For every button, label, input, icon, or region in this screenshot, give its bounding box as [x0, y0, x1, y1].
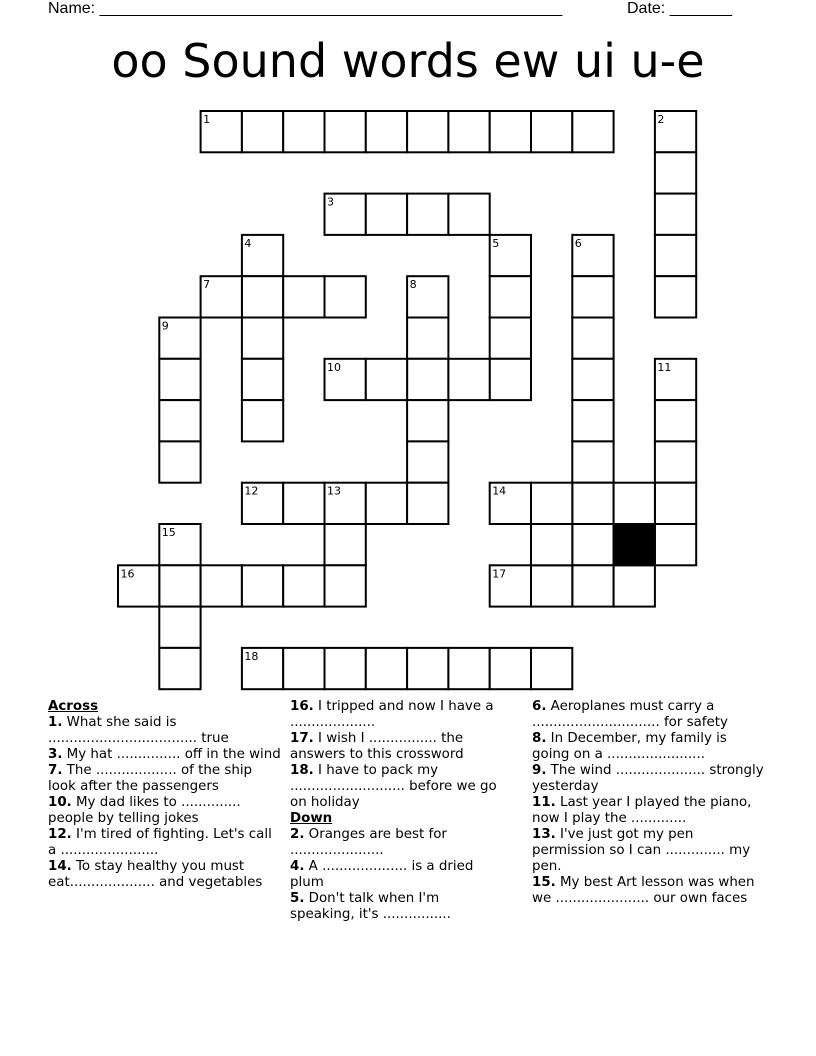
grid-cell[interactable] — [572, 359, 613, 400]
grid-cell[interactable] — [490, 648, 531, 689]
grid-cell[interactable] — [366, 483, 407, 524]
grid-cell[interactable] — [655, 194, 696, 235]
grid-cell[interactable] — [407, 441, 448, 482]
cell-number: 13 — [327, 484, 341, 498]
grid-cell[interactable] — [655, 483, 696, 524]
grid-cell[interactable] — [655, 152, 696, 193]
grid-cell[interactable] — [655, 400, 696, 441]
cell-number: 6 — [574, 236, 582, 250]
grid-cell[interactable] — [490, 276, 531, 317]
clue-text: The ................... of the ship look after the passengers — [48, 763, 253, 794]
clue-text: What she said is ................................... true — [48, 714, 229, 746]
grid-cell[interactable] — [159, 565, 200, 606]
grid-cell[interactable] — [572, 483, 613, 524]
clue-number: 5. — [290, 891, 305, 907]
across-clue — [48, 715, 284, 747]
clue-text: I have to pack my ........................... before we go on holiday — [290, 763, 497, 810]
down-clue — [532, 763, 768, 795]
clues-column-3 — [532, 699, 768, 907]
grid-cell[interactable] — [242, 318, 283, 359]
clue-number: 12. — [48, 827, 72, 843]
grid-cell[interactable] — [448, 194, 489, 235]
grid-cell[interactable] — [407, 359, 448, 400]
clue-number: 7. — [48, 763, 63, 779]
clue-text: Last year I played the piano, now I play the ............. — [532, 795, 752, 827]
grid-cell[interactable] — [407, 194, 448, 235]
clue-text: My hat ............... off in the wind — [66, 746, 281, 762]
grid-cell[interactable] — [572, 400, 613, 441]
grid-cell[interactable] — [366, 648, 407, 689]
grid-cell[interactable] — [490, 359, 531, 400]
cell-number: 14 — [492, 484, 507, 498]
grid-cell[interactable] — [201, 565, 242, 606]
grid-cell[interactable] — [159, 441, 200, 482]
cell-number: 10 — [327, 360, 341, 374]
clue-text: I've just got my pen permission so I can .............. my pen. — [532, 827, 751, 874]
grid-cell[interactable] — [407, 648, 448, 689]
grid-cell[interactable] — [448, 111, 489, 152]
cell-number: 2 — [657, 113, 665, 126]
cell-number: 12 — [244, 484, 259, 498]
grid-cell[interactable] — [283, 648, 324, 689]
clue-number: 2. — [290, 826, 305, 842]
grid-cell[interactable] — [325, 276, 366, 317]
down-clue — [290, 827, 508, 859]
grid-cell[interactable] — [325, 111, 366, 152]
name-field[interactable]: Name: ____________________________________________________ — [48, 0, 563, 17]
cell-number: 7 — [203, 278, 211, 292]
page-title: oo Sound words ew ui u-e — [111, 34, 705, 88]
down-clue — [532, 827, 768, 874]
down-clue — [532, 795, 768, 827]
clue-text: I tripped and now I have a .................... — [290, 699, 494, 730]
clue-text: I wish I ................ the answers to this crossword — [290, 731, 464, 762]
cell-number: 11 — [657, 360, 672, 374]
clue-text: The wind ..................... strongly yesterday — [532, 763, 764, 794]
grid-cell[interactable] — [407, 111, 448, 152]
grid-cell[interactable] — [366, 359, 407, 400]
clue-text: A .................... is a dried plum — [290, 858, 474, 890]
clue-text: My dad likes to .............. people by telling jokes — [48, 795, 241, 827]
clue-number: 18. — [290, 763, 314, 779]
clue-number: 3. — [48, 746, 63, 762]
grid-cell[interactable] — [242, 400, 283, 441]
grid-cell[interactable] — [655, 235, 696, 276]
down-clue — [532, 731, 768, 763]
clue-number: 8. — [532, 731, 547, 747]
grid-cell[interactable] — [655, 441, 696, 482]
clues-column-1 — [48, 699, 284, 892]
clue-number: 4. — [290, 858, 305, 874]
across-clue — [48, 859, 284, 891]
grid-cell[interactable] — [572, 441, 613, 482]
grid-cell[interactable] — [242, 359, 283, 400]
grid-cell[interactable] — [242, 565, 283, 606]
cell-number: 1 — [203, 113, 211, 126]
grid-cell[interactable] — [572, 524, 613, 565]
clue-number: 14. — [48, 859, 72, 875]
down-clue — [290, 891, 508, 923]
cell-number: 15 — [161, 526, 176, 539]
cell-number: 8 — [409, 278, 417, 292]
cell-number: 16 — [120, 567, 135, 581]
grid-cell[interactable] — [572, 111, 613, 152]
grid-cell[interactable] — [572, 276, 613, 317]
grid-cell[interactable] — [283, 483, 324, 524]
grid-cell[interactable] — [655, 524, 696, 565]
black-cell — [614, 524, 655, 565]
clue-number: 13. — [532, 827, 556, 843]
grid-cell[interactable] — [242, 276, 283, 317]
grid-cell[interactable] — [448, 359, 489, 400]
grid-cell[interactable] — [614, 483, 655, 524]
grid-cell[interactable] — [572, 318, 613, 359]
down-heading: Down — [290, 811, 333, 827]
date-field[interactable]: Date: _______ — [627, 0, 732, 17]
clue-number: 11. — [532, 795, 556, 811]
across-clue — [48, 795, 284, 827]
grid-cell[interactable] — [490, 318, 531, 359]
across-clue — [290, 699, 508, 731]
clue-text: Aeroplanes must carry a .............................. for safety — [532, 699, 728, 730]
down-clue — [532, 699, 768, 731]
clue-number: 1. — [48, 714, 63, 730]
grid-cell[interactable] — [407, 483, 448, 524]
grid-cell[interactable] — [159, 607, 200, 648]
grid-cell[interactable] — [448, 648, 489, 689]
grid-cell[interactable] — [531, 648, 572, 689]
cell-number: 9 — [161, 319, 169, 333]
grid-cell[interactable] — [325, 648, 366, 689]
clue-number: 15. — [532, 875, 556, 891]
grid-cell[interactable] — [407, 318, 448, 359]
grid-cell[interactable] — [159, 359, 200, 400]
clues-column-2 — [290, 699, 508, 923]
clue-text: My best Art lesson was when we ...................... our own faces — [532, 875, 755, 907]
across-clue — [290, 763, 508, 810]
grid-cell[interactable] — [325, 524, 366, 565]
clue-text: Oranges are best for ...................... — [290, 826, 447, 858]
clue-number: 16. — [290, 699, 314, 714]
across-clue — [48, 763, 284, 795]
grid-cell[interactable] — [490, 111, 531, 152]
grid-cell[interactable] — [531, 565, 572, 606]
grid-cell[interactable] — [366, 194, 407, 235]
cell-number: 18 — [244, 649, 259, 663]
across-clue — [48, 747, 284, 763]
clue-number: 6. — [532, 699, 547, 714]
grid-cell[interactable] — [283, 565, 324, 606]
clue-text: In December, my family is going on a ....................... — [532, 731, 727, 762]
cell-number: 3 — [327, 195, 334, 209]
down-clue — [532, 875, 768, 907]
down-clue — [290, 859, 508, 891]
grid-cell[interactable] — [531, 111, 572, 152]
grid-cell[interactable] — [531, 483, 572, 524]
clue-number: 10. — [48, 795, 72, 811]
cell-number: 4 — [244, 236, 252, 250]
grid-cell[interactable] — [572, 565, 613, 606]
grid-cell[interactable] — [283, 276, 324, 317]
clue-text: I'm tired of fighting. Let's call a ....................... — [48, 827, 272, 859]
clue-text: To stay healthy you must eat.................... and vegetables — [48, 859, 263, 891]
clue-number: 17. — [290, 731, 314, 747]
grid-cell[interactable] — [531, 524, 572, 565]
grid-cell[interactable] — [159, 400, 200, 441]
across-clue — [290, 731, 508, 763]
across-clue — [48, 827, 284, 859]
cell-number: 5 — [492, 236, 500, 250]
clue-number: 9. — [532, 763, 547, 779]
grid-cell[interactable] — [614, 565, 655, 606]
cell-number: 17 — [492, 567, 507, 581]
grid-cell[interactable] — [655, 276, 696, 317]
grid-cell[interactable] — [159, 648, 200, 689]
grid-cell[interactable] — [283, 111, 324, 152]
grid-cell[interactable] — [242, 111, 283, 152]
grid-cell[interactable] — [366, 111, 407, 152]
clue-text: Don't talk when I'm speaking, it's ................ — [290, 891, 451, 922]
grid-cell[interactable] — [325, 565, 366, 606]
grid-cell[interactable] — [407, 400, 448, 441]
across-heading: Across — [48, 699, 99, 714]
